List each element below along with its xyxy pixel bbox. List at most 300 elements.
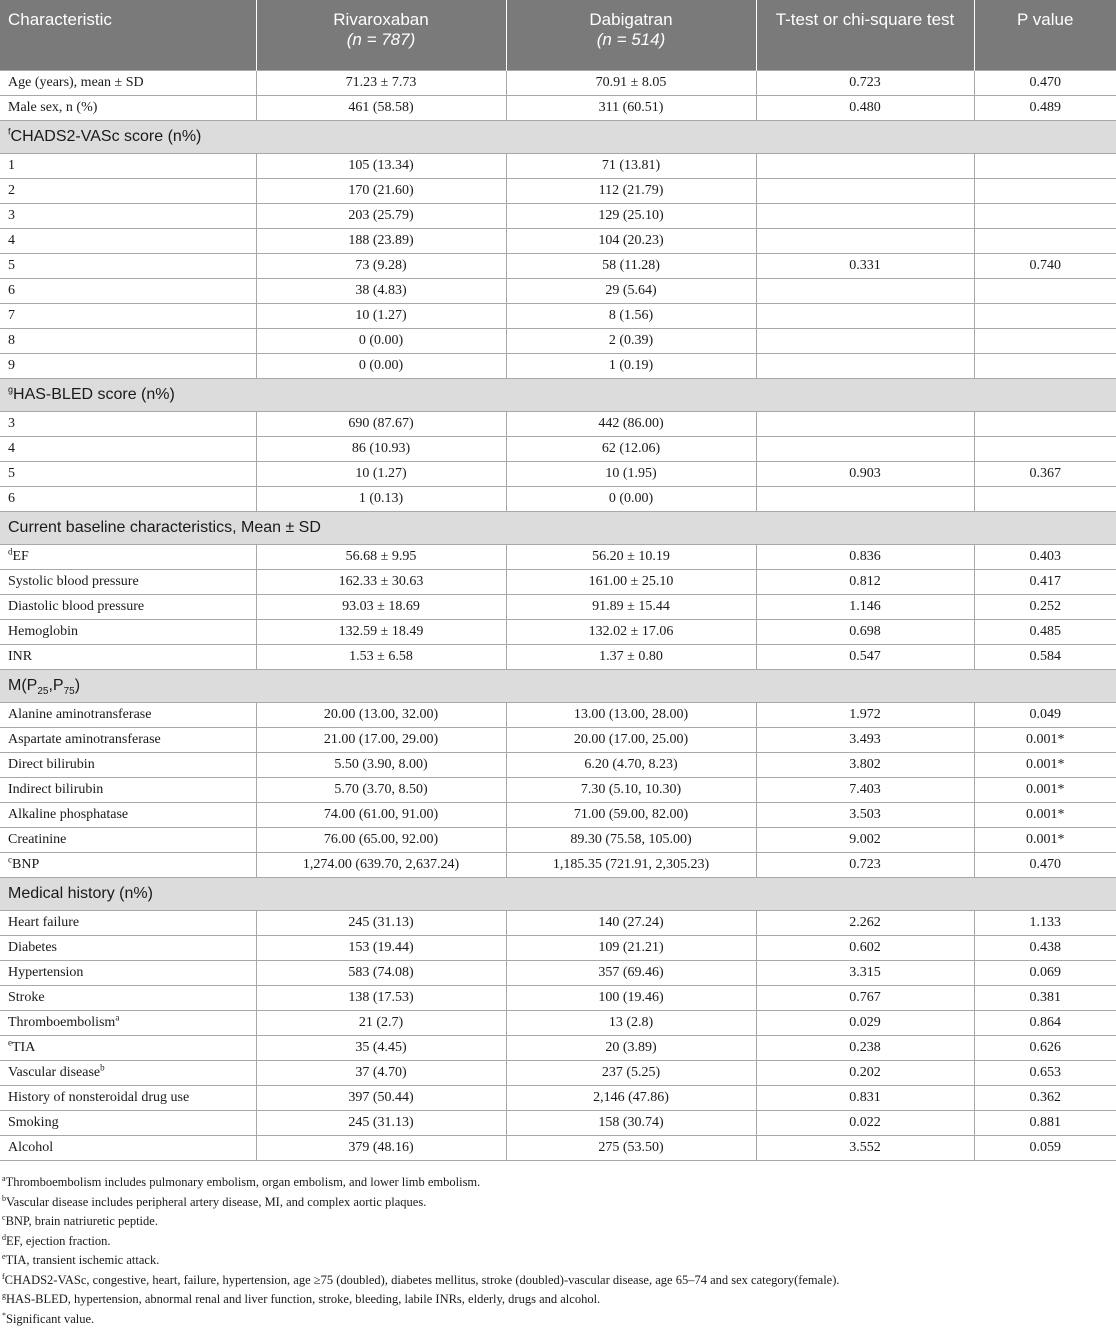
section-row <box>0 379 1116 412</box>
table-row <box>0 936 1116 961</box>
cell-p-value: 1.133 <box>974 911 1116 936</box>
cell-characteristic <box>0 753 256 778</box>
cell-characteristic <box>0 1086 256 1111</box>
cell-p-value: 0.001* <box>974 753 1116 778</box>
table-row <box>0 986 1116 1011</box>
table-row <box>0 1011 1116 1036</box>
characteristic-label: 2 <box>8 183 15 198</box>
cell-rivaroxaban: 583 (74.08) <box>256 961 506 986</box>
header-dabigatran-label: Dabigatran <box>589 10 672 29</box>
cell-dabigatran: 311 (60.51) <box>506 96 756 121</box>
cell-p-value: 0.438 <box>974 936 1116 961</box>
cell-characteristic <box>0 703 256 728</box>
cell-rivaroxaban: 1 (0.13) <box>256 487 506 512</box>
characteristic-label: Diastolic blood pressure <box>8 599 144 614</box>
cell-dabigatran: 20 (3.89) <box>506 1036 756 1061</box>
footnote-text: Vascular disease includes peripheral artery disease, MI, and complex aortic plaques. <box>6 1195 426 1209</box>
cell-test-statistic <box>756 354 974 379</box>
cell-dabigatran: 8 (1.56) <box>506 304 756 329</box>
section-label: Medical history (n%) <box>8 885 153 902</box>
characteristic-label: 8 <box>8 333 15 348</box>
characteristic-label: Vascular disease <box>8 1065 100 1080</box>
characteristic-label: Alkaline phosphatase <box>8 807 128 822</box>
cell-dabigatran: 158 (30.74) <box>506 1111 756 1136</box>
table-row <box>0 645 1116 670</box>
cell-dabigatran: 58 (11.28) <box>506 254 756 279</box>
footnote-mark: f <box>2 1271 5 1280</box>
cell-characteristic <box>0 1036 256 1061</box>
cell-rivaroxaban: 73 (9.28) <box>256 254 506 279</box>
table-row <box>0 1061 1116 1086</box>
cell-dabigatran: 442 (86.00) <box>506 412 756 437</box>
cell-test-statistic: 7.403 <box>756 778 974 803</box>
section-title <box>0 121 1116 154</box>
cell-rivaroxaban: 86 (10.93) <box>256 437 506 462</box>
table-row <box>0 961 1116 986</box>
cell-dabigatran: 237 (5.25) <box>506 1061 756 1086</box>
cell-characteristic <box>0 154 256 179</box>
cell-characteristic <box>0 1061 256 1086</box>
section-title <box>0 670 1116 703</box>
cell-rivaroxaban: 1.53 ± 6.58 <box>256 645 506 670</box>
table-row <box>0 753 1116 778</box>
cell-dabigatran: 129 (25.10) <box>506 204 756 229</box>
cell-test-statistic <box>756 154 974 179</box>
table-row <box>0 462 1116 487</box>
characteristic-label: 4 <box>8 233 15 248</box>
footnote-mark: e <box>8 1037 12 1047</box>
table-row <box>0 570 1116 595</box>
cell-p-value <box>974 329 1116 354</box>
cell-p-value: 0.069 <box>974 961 1116 986</box>
characteristic-label: Heart failure <box>8 915 79 930</box>
cell-rivaroxaban: 56.68 ± 9.95 <box>256 545 506 570</box>
cell-test-statistic: 0.480 <box>756 96 974 121</box>
table-body <box>0 71 1116 1161</box>
footnote <box>2 1310 1116 1329</box>
cell-rivaroxaban: 21 (2.7) <box>256 1011 506 1036</box>
cell-p-value: 0.252 <box>974 595 1116 620</box>
cell-rivaroxaban: 105 (13.34) <box>256 154 506 179</box>
cell-test-statistic: 0.836 <box>756 545 974 570</box>
table-row <box>0 96 1116 121</box>
table-row <box>0 1111 1116 1136</box>
cell-rivaroxaban: 10 (1.27) <box>256 462 506 487</box>
cell-rivaroxaban: 461 (58.58) <box>256 96 506 121</box>
section-row <box>0 121 1116 154</box>
table-row <box>0 354 1116 379</box>
cell-test-statistic: 2.262 <box>756 911 974 936</box>
cell-dabigatran: 140 (27.24) <box>506 911 756 936</box>
cell-characteristic <box>0 254 256 279</box>
characteristic-label: Alanine aminotransferase <box>8 707 151 722</box>
cell-p-value: 0.740 <box>974 254 1116 279</box>
cell-dabigatran: 91.89 ± 15.44 <box>506 595 756 620</box>
table-row <box>0 1036 1116 1061</box>
cell-p-value: 0.001* <box>974 728 1116 753</box>
footnote-mark: e <box>2 1252 6 1261</box>
cell-dabigatran: 1,185.35 (721.91, 2,305.23) <box>506 853 756 878</box>
table-row <box>0 412 1116 437</box>
cell-dabigatran: 132.02 ± 17.06 <box>506 620 756 645</box>
cell-characteristic <box>0 1136 256 1161</box>
cell-dabigatran: 56.20 ± 10.19 <box>506 545 756 570</box>
characteristic-label: Creatinine <box>8 832 66 847</box>
cell-rivaroxaban: 76.00 (65.00, 92.00) <box>256 828 506 853</box>
cell-p-value: 0.864 <box>974 1011 1116 1036</box>
footnote <box>2 1193 1116 1213</box>
characteristic-label: Thromboembolism <box>8 1015 115 1030</box>
characteristic-label: 9 <box>8 358 15 373</box>
header-dabigatran <box>506 0 756 71</box>
characteristic-label: BNP <box>12 857 39 872</box>
footnote <box>2 1232 1116 1252</box>
footnote-mark: d <box>2 1232 6 1241</box>
characteristic-label: Male sex, n (%) <box>8 100 97 115</box>
cell-rivaroxaban: 132.59 ± 18.49 <box>256 620 506 645</box>
cell-dabigatran: 89.30 (75.58, 105.00) <box>506 828 756 853</box>
header-pvalue: P value <box>974 0 1116 71</box>
subscript: 75 <box>64 686 75 697</box>
cell-test-statistic: 0.812 <box>756 570 974 595</box>
table-row <box>0 437 1116 462</box>
cell-characteristic <box>0 570 256 595</box>
cell-characteristic <box>0 354 256 379</box>
section-row <box>0 670 1116 703</box>
footnote-text: TIA, transient ischemic attack. <box>6 1253 160 1267</box>
cell-rivaroxaban: 245 (31.13) <box>256 1111 506 1136</box>
cell-test-statistic: 9.002 <box>756 828 974 853</box>
cell-rivaroxaban: 397 (50.44) <box>256 1086 506 1111</box>
cell-p-value: 0.001* <box>974 778 1116 803</box>
cell-dabigatran: 104 (20.23) <box>506 229 756 254</box>
cell-p-value: 0.485 <box>974 620 1116 645</box>
cell-rivaroxaban: 379 (48.16) <box>256 1136 506 1161</box>
cell-dabigatran: 7.30 (5.10, 10.30) <box>506 778 756 803</box>
cell-characteristic <box>0 229 256 254</box>
table-row <box>0 329 1116 354</box>
header-rivaroxaban <box>256 0 506 71</box>
cell-test-statistic <box>756 329 974 354</box>
footnote-text: EF, ejection fraction. <box>6 1234 111 1248</box>
cell-p-value <box>974 204 1116 229</box>
header-rivaroxaban-n: (n = 787) <box>347 30 416 49</box>
cell-test-statistic: 3.493 <box>756 728 974 753</box>
cell-characteristic <box>0 1111 256 1136</box>
cell-p-value: 0.584 <box>974 645 1116 670</box>
cell-test-statistic <box>756 279 974 304</box>
cell-test-statistic: 0.723 <box>756 853 974 878</box>
cell-rivaroxaban: 1,274.00 (639.70, 2,637.24) <box>256 853 506 878</box>
footnote-mark: b <box>2 1193 6 1202</box>
cell-rivaroxaban: 20.00 (13.00, 32.00) <box>256 703 506 728</box>
cell-dabigatran: 71 (13.81) <box>506 154 756 179</box>
cell-rivaroxaban: 5.50 (3.90, 8.00) <box>256 753 506 778</box>
cell-test-statistic: 1.972 <box>756 703 974 728</box>
cell-test-statistic: 3.802 <box>756 753 974 778</box>
cell-p-value: 0.417 <box>974 570 1116 595</box>
characteristic-label: Smoking <box>8 1115 59 1130</box>
characteristic-label: 7 <box>8 308 15 323</box>
cell-test-statistic <box>756 229 974 254</box>
cell-dabigatran: 29 (5.64) <box>506 279 756 304</box>
cell-test-statistic: 0.698 <box>756 620 974 645</box>
footnote-mark: f <box>8 127 11 137</box>
footnote <box>2 1271 1116 1291</box>
header-characteristic: Characteristic <box>0 0 256 71</box>
cell-dabigatran: 20.00 (17.00, 25.00) <box>506 728 756 753</box>
cell-rivaroxaban: 690 (87.67) <box>256 412 506 437</box>
cell-p-value: 0.001* <box>974 828 1116 853</box>
characteristic-label: 5 <box>8 258 15 273</box>
cell-dabigatran: 357 (69.46) <box>506 961 756 986</box>
characteristic-label: Systolic blood pressure <box>8 574 139 589</box>
table-row <box>0 911 1116 936</box>
cell-test-statistic: 0.238 <box>756 1036 974 1061</box>
cell-test-statistic <box>756 204 974 229</box>
table-row <box>0 1136 1116 1161</box>
cell-rivaroxaban: 188 (23.89) <box>256 229 506 254</box>
header-rivaroxaban-label: Rivaroxaban <box>333 10 428 29</box>
cell-p-value <box>974 304 1116 329</box>
table-row <box>0 620 1116 645</box>
cell-test-statistic <box>756 437 974 462</box>
cell-p-value: 0.367 <box>974 462 1116 487</box>
subscript: 25 <box>37 686 48 697</box>
characteristic-label: Hypertension <box>8 965 83 980</box>
cell-p-value <box>974 179 1116 204</box>
cell-test-statistic: 0.602 <box>756 936 974 961</box>
cell-test-statistic: 1.146 <box>756 595 974 620</box>
footnote-text: BNP, brain natriuretic peptide. <box>6 1214 158 1228</box>
footnotes <box>0 1161 1116 1329</box>
cell-rivaroxaban: 245 (31.13) <box>256 911 506 936</box>
cell-characteristic <box>0 96 256 121</box>
cell-dabigatran: 13.00 (13.00, 28.00) <box>506 703 756 728</box>
cell-p-value: 0.653 <box>974 1061 1116 1086</box>
cell-dabigatran: 112 (21.79) <box>506 179 756 204</box>
characteristic-label: Hemoglobin <box>8 624 78 639</box>
cell-p-value: 0.059 <box>974 1136 1116 1161</box>
footnote-mark: b <box>100 1062 105 1072</box>
section-label-part: ,P <box>48 677 63 694</box>
table-row <box>0 179 1116 204</box>
cell-dabigatran: 0 (0.00) <box>506 487 756 512</box>
cell-test-statistic: 3.503 <box>756 803 974 828</box>
footnote-text: HAS-BLED, hypertension, abnormal renal and liver function, stroke, bleeding, labile INRs, elderly, drugs and alcohol. <box>6 1292 600 1306</box>
cell-p-value: 0.470 <box>974 853 1116 878</box>
cell-test-statistic: 0.767 <box>756 986 974 1011</box>
cell-test-statistic <box>756 304 974 329</box>
cell-dabigatran: 1.37 ± 0.80 <box>506 645 756 670</box>
section-label-part: ) <box>75 677 80 694</box>
table-row <box>0 204 1116 229</box>
cell-characteristic <box>0 71 256 96</box>
cell-test-statistic <box>756 179 974 204</box>
cell-characteristic <box>0 911 256 936</box>
section-row <box>0 512 1116 545</box>
footnote <box>2 1173 1116 1193</box>
characteristic-label: Alcohol <box>8 1140 53 1155</box>
cell-rivaroxaban: 74.00 (61.00, 91.00) <box>256 803 506 828</box>
cell-rivaroxaban: 170 (21.60) <box>256 179 506 204</box>
table-row <box>0 853 1116 878</box>
cell-characteristic <box>0 778 256 803</box>
table-row <box>0 595 1116 620</box>
characteristic-label: Direct bilirubin <box>8 757 95 772</box>
table-row <box>0 703 1116 728</box>
cell-dabigatran: 62 (12.06) <box>506 437 756 462</box>
cell-p-value: 0.626 <box>974 1036 1116 1061</box>
cell-rivaroxaban: 0 (0.00) <box>256 354 506 379</box>
cell-characteristic <box>0 803 256 828</box>
cell-p-value: 0.881 <box>974 1111 1116 1136</box>
header-dabigatran-n: (n = 514) <box>597 30 666 49</box>
footnote-mark: g <box>8 385 13 395</box>
footnote <box>2 1251 1116 1271</box>
cell-dabigatran: 109 (21.21) <box>506 936 756 961</box>
section-row <box>0 878 1116 911</box>
cell-characteristic <box>0 437 256 462</box>
cell-p-value: 0.489 <box>974 96 1116 121</box>
cell-test-statistic: 0.022 <box>756 1111 974 1136</box>
cell-test-statistic: 3.315 <box>756 961 974 986</box>
cell-characteristic <box>0 986 256 1011</box>
cell-rivaroxaban: 203 (25.79) <box>256 204 506 229</box>
cell-rivaroxaban: 37 (4.70) <box>256 1061 506 1086</box>
cell-p-value <box>974 437 1116 462</box>
section-label: M(P <box>8 677 37 694</box>
header-row <box>0 0 1116 71</box>
cell-p-value: 0.001* <box>974 803 1116 828</box>
characteristic-label: Indirect bilirubin <box>8 782 103 797</box>
cell-test-statistic: 0.331 <box>756 254 974 279</box>
cell-dabigatran: 6.20 (4.70, 8.23) <box>506 753 756 778</box>
cell-test-statistic: 0.029 <box>756 1011 974 1036</box>
cell-characteristic <box>0 204 256 229</box>
cell-characteristic <box>0 279 256 304</box>
cell-characteristic <box>0 595 256 620</box>
footnote <box>2 1212 1116 1232</box>
section-title <box>0 878 1116 911</box>
cell-rivaroxaban: 71.23 ± 7.73 <box>256 71 506 96</box>
table-row <box>0 728 1116 753</box>
cell-rivaroxaban: 5.70 (3.70, 8.50) <box>256 778 506 803</box>
cell-test-statistic <box>756 412 974 437</box>
cell-rivaroxaban: 0 (0.00) <box>256 329 506 354</box>
footnote-mark: c <box>8 854 12 864</box>
cell-p-value: 0.403 <box>974 545 1116 570</box>
section-label: CHADS2-VASc score (n%) <box>11 128 202 145</box>
table-row <box>0 778 1116 803</box>
characteristic-label: Diabetes <box>8 940 57 955</box>
cell-dabigatran: 10 (1.95) <box>506 462 756 487</box>
characteristic-label: 3 <box>8 208 15 223</box>
cell-dabigatran: 161.00 ± 25.10 <box>506 570 756 595</box>
cell-characteristic <box>0 1011 256 1036</box>
footnote-mark: d <box>8 546 13 556</box>
cell-rivaroxaban: 35 (4.45) <box>256 1036 506 1061</box>
characteristic-label: 6 <box>8 491 15 506</box>
cell-characteristic <box>0 412 256 437</box>
cell-dabigatran: 70.91 ± 8.05 <box>506 71 756 96</box>
table-row <box>0 279 1116 304</box>
cell-p-value <box>974 354 1116 379</box>
cell-characteristic <box>0 936 256 961</box>
cell-p-value <box>974 229 1116 254</box>
cell-test-statistic <box>756 487 974 512</box>
table-row <box>0 254 1116 279</box>
cell-p-value <box>974 487 1116 512</box>
cell-test-statistic: 3.552 <box>756 1136 974 1161</box>
cell-characteristic <box>0 828 256 853</box>
section-title <box>0 379 1116 412</box>
cell-test-statistic: 0.903 <box>756 462 974 487</box>
cell-p-value: 0.362 <box>974 1086 1116 1111</box>
cell-characteristic <box>0 728 256 753</box>
table-row <box>0 71 1116 96</box>
characteristic-label: 6 <box>8 283 15 298</box>
cell-p-value: 0.049 <box>974 703 1116 728</box>
footnote-text: Thromboembolism includes pulmonary embolism, organ embolism, and lower limb embolism. <box>6 1175 481 1189</box>
characteristic-label: INR <box>8 649 32 664</box>
section-label: Current baseline characteristics, Mean ± SD <box>8 519 321 536</box>
cell-rivaroxaban: 153 (19.44) <box>256 936 506 961</box>
cell-dabigatran: 2,146 (47.86) <box>506 1086 756 1111</box>
characteristic-label: EF <box>13 549 29 564</box>
footnote-mark: a <box>115 1012 119 1022</box>
cell-p-value <box>974 279 1116 304</box>
header-test: T-test or chi-square test <box>756 0 974 71</box>
characteristic-label: 4 <box>8 441 15 456</box>
cell-test-statistic: 0.547 <box>756 645 974 670</box>
characteristic-label: TIA <box>12 1040 35 1055</box>
table-row <box>0 545 1116 570</box>
cell-rivaroxaban: 93.03 ± 18.69 <box>256 595 506 620</box>
characteristic-label: History of nonsteroidal drug use <box>8 1090 189 1105</box>
cell-rivaroxaban: 162.33 ± 30.63 <box>256 570 506 595</box>
table-row <box>0 229 1116 254</box>
cell-characteristic <box>0 304 256 329</box>
cell-characteristic <box>0 961 256 986</box>
table-header <box>0 0 1116 71</box>
footnote-mark: c <box>2 1213 6 1222</box>
table-row <box>0 803 1116 828</box>
cell-test-statistic: 0.723 <box>756 71 974 96</box>
cell-dabigatran: 13 (2.8) <box>506 1011 756 1036</box>
footnote <box>2 1290 1116 1310</box>
cell-dabigatran: 1 (0.19) <box>506 354 756 379</box>
characteristic-label: Aspartate aminotransferase <box>8 732 161 747</box>
cell-rivaroxaban: 138 (17.53) <box>256 986 506 1011</box>
cell-dabigatran: 71.00 (59.00, 82.00) <box>506 803 756 828</box>
cell-characteristic <box>0 853 256 878</box>
cell-p-value: 0.470 <box>974 71 1116 96</box>
cell-characteristic <box>0 179 256 204</box>
table-row <box>0 304 1116 329</box>
characteristic-label: Stroke <box>8 990 45 1005</box>
table-row <box>0 154 1116 179</box>
table-row <box>0 828 1116 853</box>
footnote-text: Significant value. <box>6 1312 94 1326</box>
cell-characteristic <box>0 545 256 570</box>
cell-dabigatran: 275 (53.50) <box>506 1136 756 1161</box>
section-title <box>0 512 1116 545</box>
characteristic-label: Age (years), mean ± SD <box>8 75 144 90</box>
characteristic-label: 1 <box>8 158 15 173</box>
cell-dabigatran: 100 (19.46) <box>506 986 756 1011</box>
cell-rivaroxaban: 21.00 (17.00, 29.00) <box>256 728 506 753</box>
